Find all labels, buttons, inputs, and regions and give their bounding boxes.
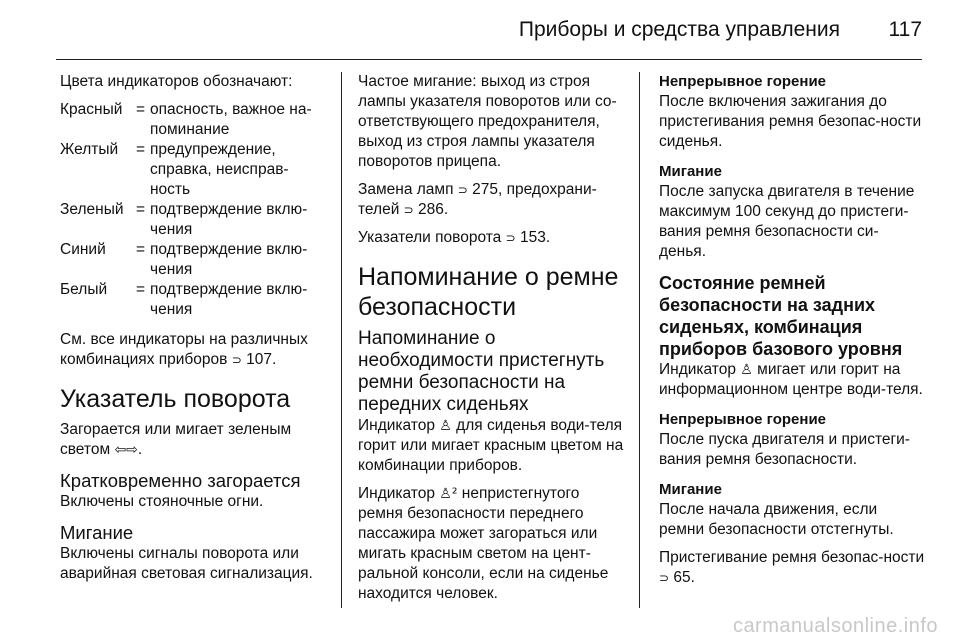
page-ref-link[interactable]: 153.	[519, 229, 551, 246]
column-divider-1	[341, 72, 342, 608]
equals-sign: =	[136, 201, 146, 218]
color-legend-row	[60, 100, 328, 140]
color-legend-row	[60, 200, 328, 240]
equals-sign: =	[136, 281, 146, 298]
brief-heading: Кратковременно загорается	[60, 470, 301, 491]
color-meaning: предупреждение, справка, неисправ-ность	[150, 141, 289, 198]
page-number: 117	[888, 18, 922, 41]
color-meaning: опасность, важное на-поминание	[150, 101, 312, 138]
page-ref-icon: ⊃	[231, 353, 242, 367]
equals-sign: =	[136, 101, 146, 118]
colors-intro: Цвета индикаторов обозначают:	[60, 73, 293, 90]
blink-heading-2: Мигание	[659, 481, 722, 498]
page-title: Приборы и средства управления	[518, 18, 840, 41]
color-meaning: подтверждение вклю-чения	[150, 201, 308, 238]
continuous-text-2: После пуска двигателя и пристеги-вания ремня безопасности.	[659, 431, 910, 468]
page-ref-link[interactable]: 65.	[673, 569, 695, 586]
color-name: Желтый	[60, 141, 119, 158]
front-seats-heading: Напоминание о необходимости пристегнуть ремни безопасности на передних сиденьях	[358, 328, 605, 415]
rear-seats-heading: Состояние ремней безопасности на задних сиденьях, комбинация приборов базового уровня	[659, 273, 903, 359]
watermark: carmanualsonline.info	[732, 615, 938, 637]
seatbelt-icon: ♙	[740, 362, 753, 378]
page-ref-link[interactable]: 286.	[418, 201, 449, 218]
page-ref-icon: ⊃	[457, 183, 468, 197]
turn-signal-ref: Указатели поворота ⊃ 153.	[358, 229, 551, 246]
front-driver-text: Индикатор ♙ для сиденья води-теля горит или мигает красным цветом на комбинации приборов.	[358, 417, 624, 474]
blink-heading-1: Мигание	[659, 163, 722, 180]
color-legend-row	[60, 280, 328, 320]
color-name: Красный	[60, 101, 123, 118]
header-divider	[56, 59, 922, 60]
page-ref-icon: ⊃	[505, 231, 516, 245]
color-legend-row	[60, 140, 328, 200]
turn-signal-icon: ⇦⇨	[114, 442, 138, 458]
color-legend	[60, 100, 328, 320]
color-meaning: подтверждение вклю-чения	[150, 281, 308, 318]
seatbelt-icon: ♙	[439, 418, 452, 434]
page-ref-icon: ⊃	[659, 571, 670, 585]
column-divider-2	[639, 72, 640, 608]
color-name: Белый	[60, 281, 108, 298]
page-ref-link[interactable]: 275, предохрани-телей	[358, 181, 597, 218]
column-3	[659, 72, 925, 596]
color-meaning: подтверждение вклю-чения	[150, 241, 308, 278]
column-2	[358, 72, 626, 612]
page-ref-link[interactable]: 107.	[246, 351, 277, 368]
column-1	[60, 72, 328, 592]
continuous-heading-2: Непрерывное горение	[659, 411, 827, 428]
seatbelt-reminder-heading: Напоминание о ремне безопасности	[358, 263, 619, 321]
turn-signal-text: Загорается или мигает зеленым светом ⇦⇨.	[60, 421, 292, 458]
blink-text-2: После начала движения, если ремни безопасности отстегнуты.	[659, 501, 894, 538]
color-name: Зеленый	[60, 201, 124, 218]
fast-blink-text: Частое мигание: выход из строя лампы указателя поворотов или со-ответствующего предохранителя, выход из строя лампы указателя поворотов прицепа.	[358, 73, 617, 170]
page-header	[0, 0, 960, 60]
blink-heading: Мигание	[60, 522, 134, 543]
equals-sign: =	[136, 141, 146, 158]
rear-seats-text: Индикатор ♙ мигает или горит на информационном центре води-теля.	[659, 361, 923, 398]
equals-sign: =	[136, 241, 146, 258]
fasten-seatbelt-ref: Пристегивание ремня безопас-ности ⊃ 65.	[659, 549, 925, 586]
color-legend-row	[60, 240, 328, 280]
blink-text-1: После запуска двигателя в течение максимум 100 секунд до пристеги-вания ремня безопасности си-денья.	[659, 183, 915, 260]
front-passenger-text: Индикатор ♙² непристегнутого ремня безопасности переднего пассажира может загораться или мигать красным светом на цент-ральной консоли, если на сиденье находится человек.	[358, 485, 609, 602]
continuous-text-1: После включения зажигания до пристегивания ремня безопас-ности сиденья.	[659, 93, 922, 150]
see-all-indicators: См. все индикаторы на различных комбинациях приборов ⊃ 107.	[60, 331, 308, 368]
color-name: Синий	[60, 241, 106, 258]
blink-text: Включены сигналы поворота или аварийная световая сигнализация.	[60, 545, 313, 582]
passenger-seatbelt-icon: ♙²	[439, 486, 458, 502]
brief-text: Включены стояночные огни.	[60, 493, 264, 510]
lamp-replacement-text: Замена ламп ⊃ 275, предохрани-телей ⊃ 286.	[358, 181, 597, 218]
page-ref-icon: ⊃	[403, 203, 414, 217]
turn-signal-heading: Указатель поворота	[60, 385, 291, 413]
continuous-heading-1: Непрерывное горение	[659, 73, 827, 90]
